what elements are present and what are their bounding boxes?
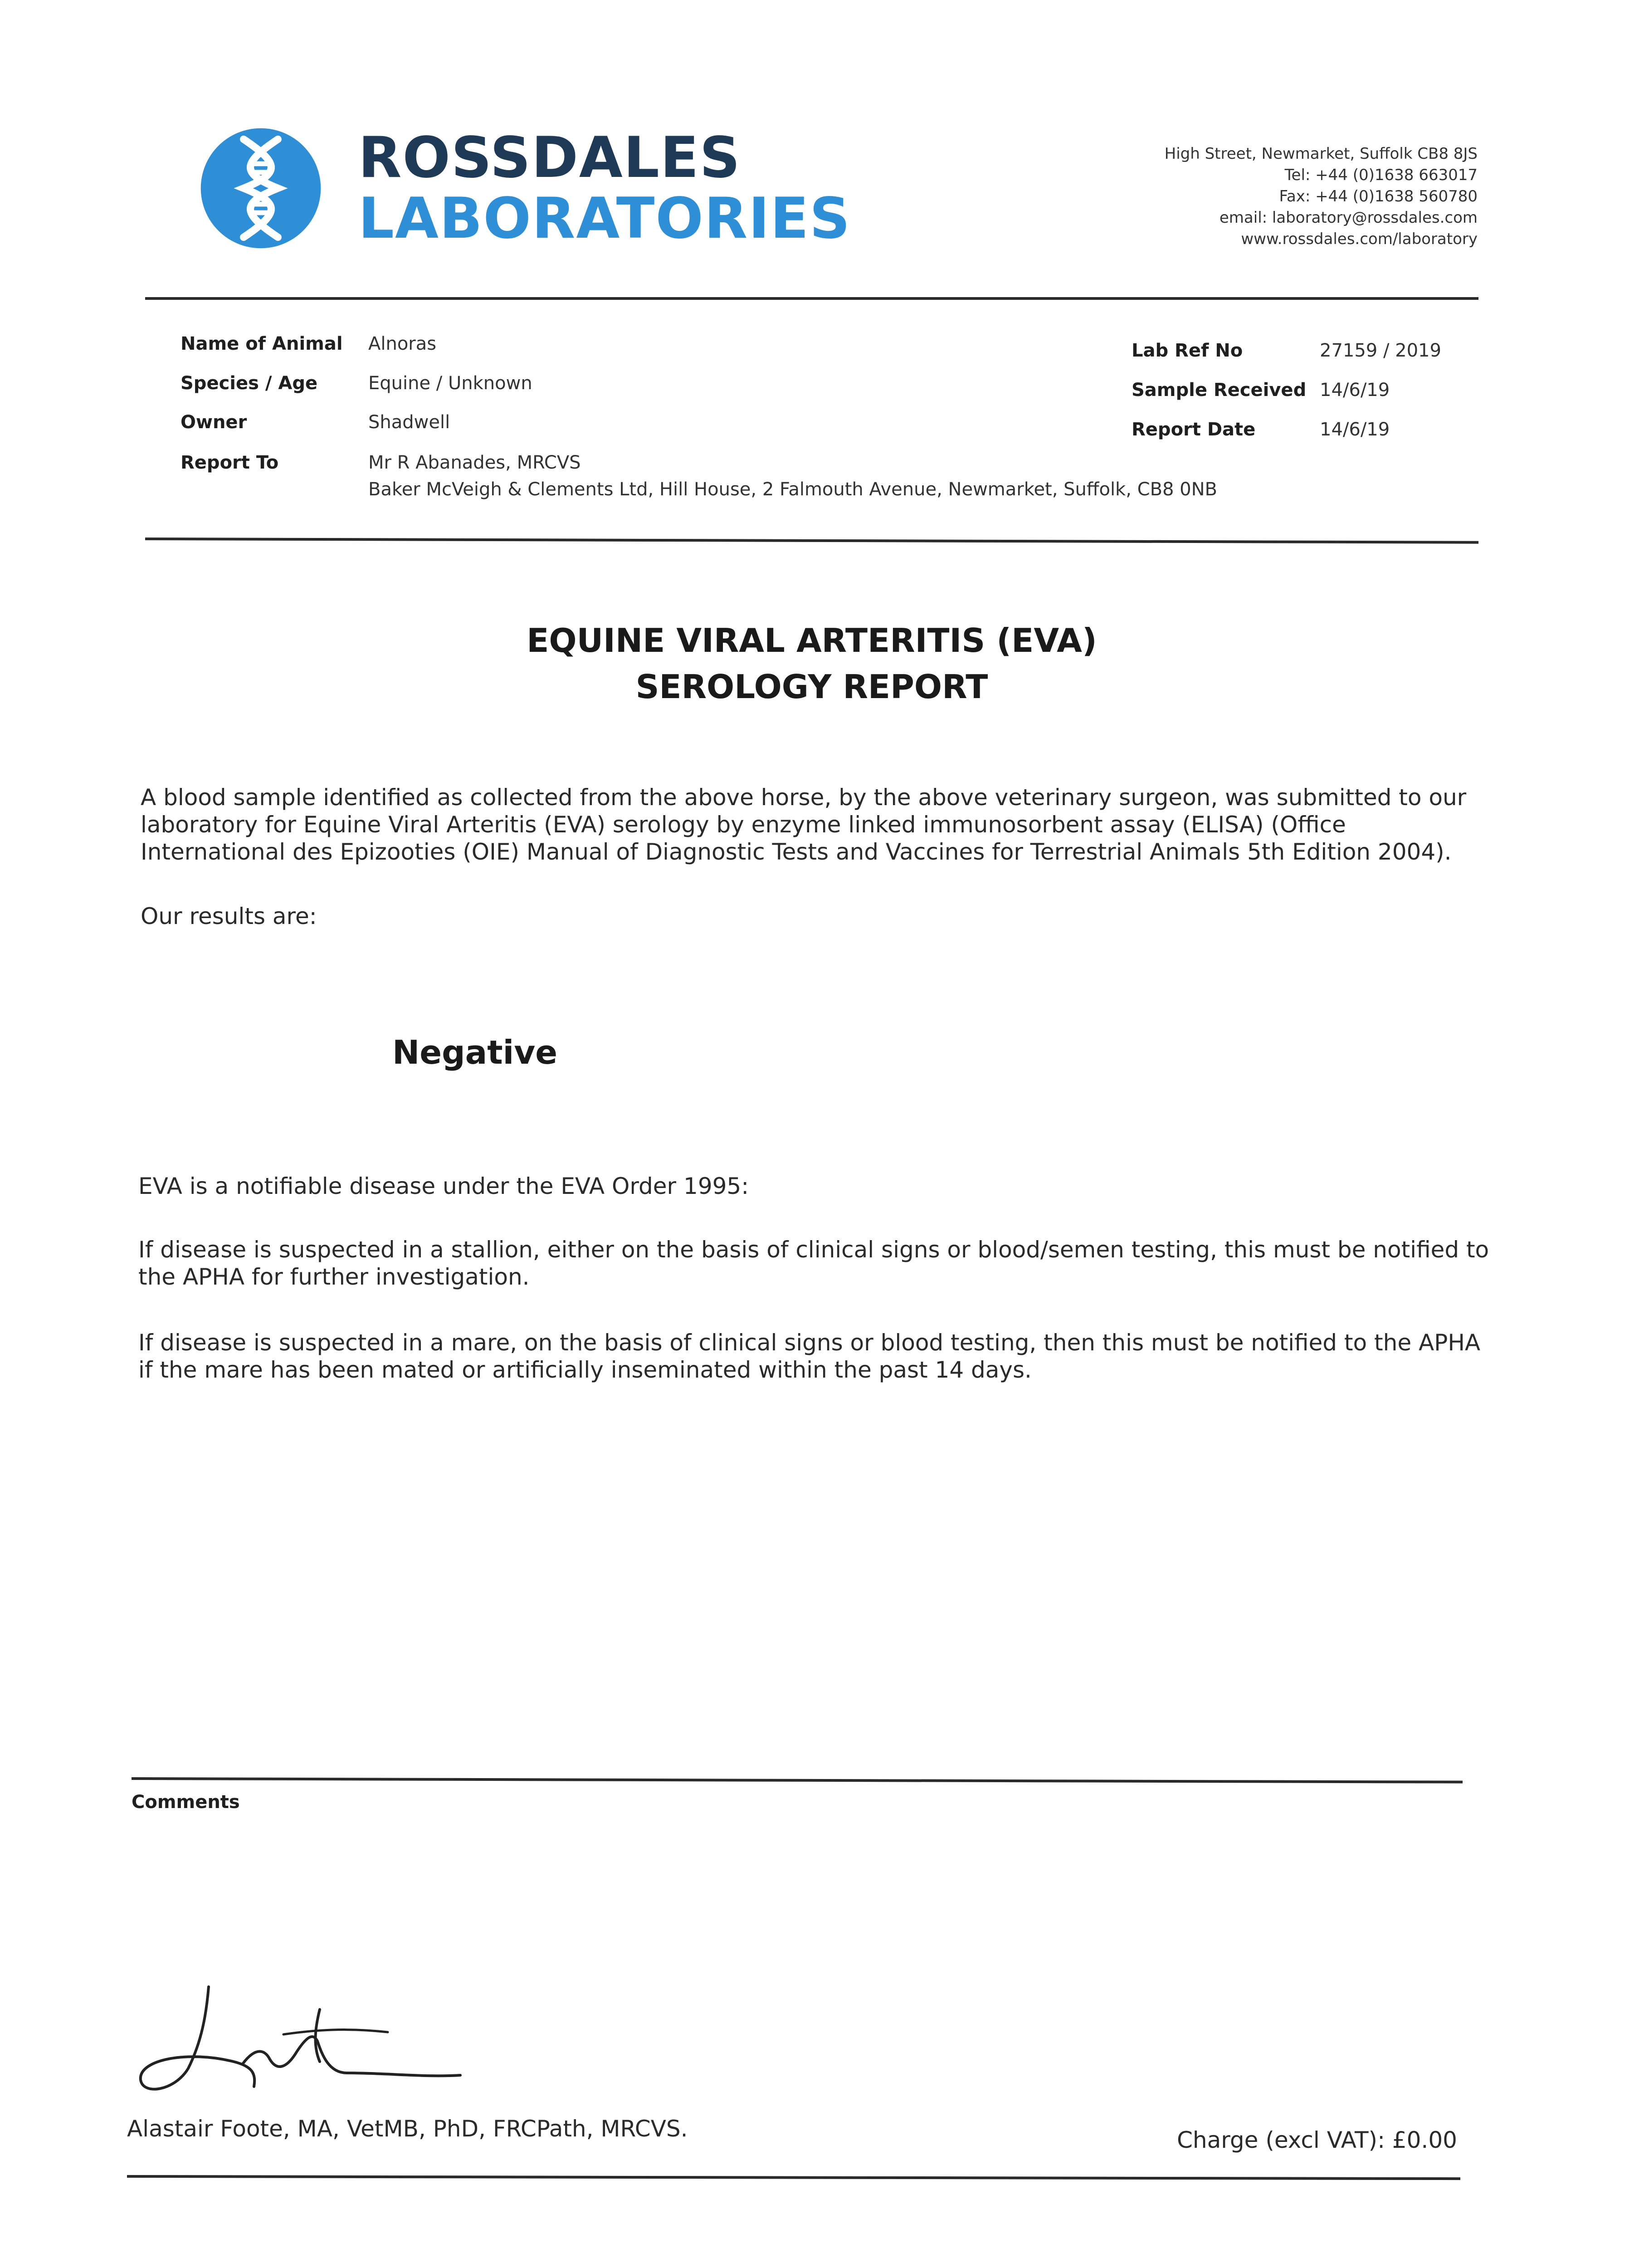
- results-intro: Our results are:: [141, 903, 317, 929]
- mare-guidance: [138, 1329, 1480, 1383]
- species-age-value: Equine / Unknown: [368, 373, 532, 394]
- comments-label: Comments: [132, 1792, 240, 1813]
- owner-label: Owner: [181, 412, 247, 433]
- brand-name-line2: LABORATORIES: [358, 186, 851, 251]
- stallion-guidance: [138, 1236, 1489, 1290]
- website: www.rossdales.com/laboratory: [1241, 230, 1478, 248]
- comments-divider: [132, 1777, 1463, 1784]
- fax: Fax: +44 (0)1638 560780: [1279, 187, 1478, 205]
- charge: Charge (excl VAT): £0.00: [1177, 2127, 1457, 2153]
- sample-received-value: 14/6/19: [1320, 380, 1390, 401]
- report-to-address: Baker McVeigh & Clements Ltd, Hill House, 2 Falmouth Avenue, Newmarket, Suffolk, CB8 0NB: [368, 479, 1217, 500]
- report-date-value: 14/6/19: [1320, 419, 1390, 440]
- telephone: Tel: +44 (0)1638 663017: [1284, 166, 1478, 184]
- owner-value: Shadwell: [368, 412, 450, 433]
- notifiable-statement: EVA is a notifiable disease under the EVA Order 1995:: [138, 1173, 749, 1199]
- intro-line: A blood sample identified as collected from the above horse, by the above veterinary surgeon, was submitted to our: [141, 784, 1467, 811]
- stallion-line: the APHA for further investigation.: [138, 1264, 530, 1290]
- report-to-name: Mr R Abanades, MRCVS: [368, 452, 581, 473]
- stallion-line: If disease is suspected in a stallion, either on the basis of clinical signs or blood/semen testing, this must be notified to: [138, 1237, 1489, 1263]
- signatory-name: Alastair Foote, MA, VetMB, PhD, FRCPath, MRCVS.: [127, 2116, 688, 2142]
- sample-received-label: Sample Received: [1132, 380, 1307, 401]
- details-divider: [145, 538, 1478, 544]
- signature: [134, 1982, 488, 2100]
- lab-ref-label: Lab Ref No: [1132, 340, 1243, 361]
- email: email: laboratory@rossdales.com: [1219, 209, 1478, 227]
- intro-line: International des Epizooties (OIE) Manual of Diagnostic Tests and Vaccines for Terrestrial Animals 5th Edition 2004).: [141, 839, 1452, 865]
- report-title-line1: EQUINE VIRAL ARTERITIS (EVA): [527, 621, 1097, 660]
- report-date-label: Report Date: [1132, 419, 1256, 440]
- brand-name-line1: ROSSDALES: [358, 125, 741, 191]
- dna-helix-icon: [200, 127, 322, 249]
- intro-line: laboratory for Equine Viral Arteritis (EVA) serology by enzyme linked immunosorbent assay (ELISA) (Office: [141, 811, 1346, 838]
- name-of-animal-label: Name of Animal: [181, 333, 343, 354]
- intro-paragraph: [141, 784, 1466, 865]
- contact-block: [1165, 143, 1478, 250]
- report-title-line2: SEROLOGY REPORT: [635, 668, 988, 706]
- result-value: Negative: [392, 1033, 558, 1071]
- lab-ref-value: 27159 / 2019: [1320, 340, 1441, 361]
- header-divider: [145, 297, 1478, 300]
- name-of-animal-value: Alnoras: [368, 333, 437, 354]
- report-to-label: Report To: [181, 452, 279, 473]
- address: High Street, Newmarket, Suffolk CB8 8JS: [1164, 145, 1478, 163]
- footer-divider: [127, 2175, 1460, 2180]
- mare-line: if the mare has been mated or artificially inseminated within the past 14 days.: [138, 1357, 1032, 1383]
- species-age-label: Species / Age: [181, 373, 318, 394]
- mare-line: If disease is suspected in a mare, on the basis of clinical signs or blood testing, then this must be notified to the APHA: [138, 1330, 1481, 1356]
